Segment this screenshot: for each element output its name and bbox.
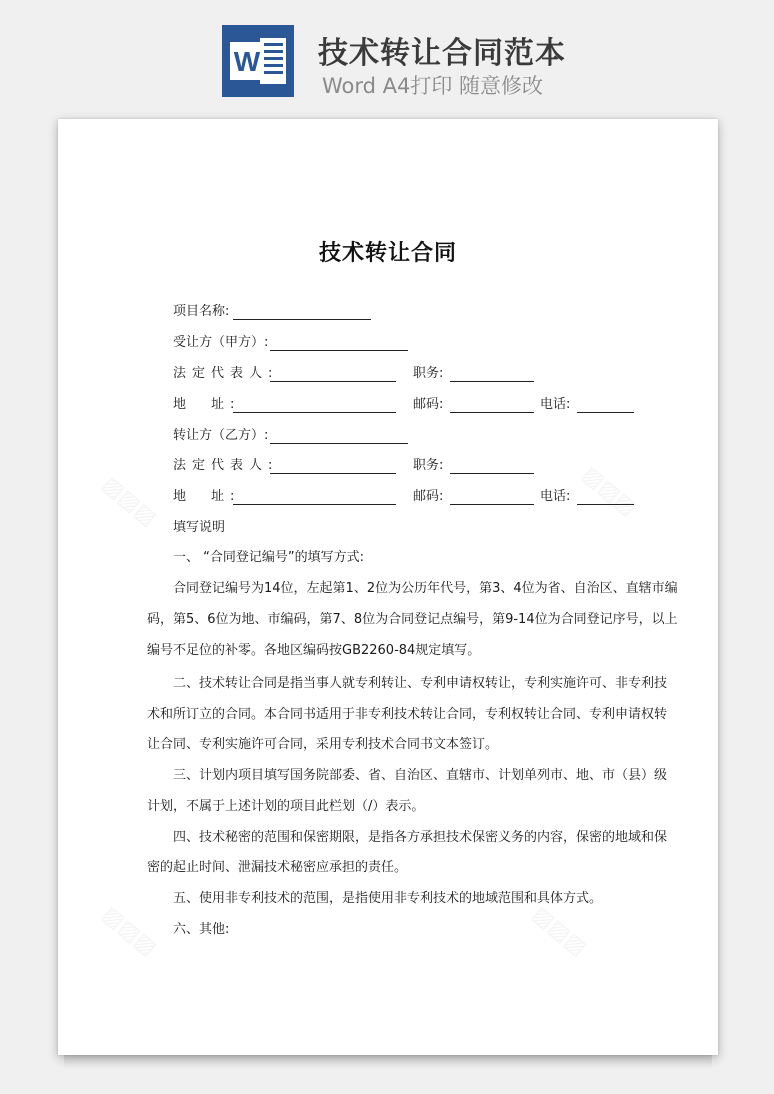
instruction-line: 合同登记编号为14位，左起第1、2位为公历年代号，第3、4位为省、自治区、直辖市编 [173, 581, 678, 596]
header-title: 技术转让合同范本 [318, 36, 566, 71]
word-icon [222, 25, 294, 97]
instruction-line: 码，第5、6位为地、市编码，第7、8位为合同登记点编号，第9-14位为合同登记序号，以上 [147, 612, 678, 627]
instructions-heading: 填写说明 [173, 520, 226, 535]
transferee-field[interactable] [270, 350, 408, 351]
legal-rep-label: 法定代表人: [173, 366, 279, 381]
document-page [58, 119, 718, 1055]
phone-label: 电话: [540, 397, 571, 412]
instruction-line: 三、计划内项目填写国务院部委、省、自治区、直辖市、计划单列市、地、市（县）级 [173, 768, 668, 783]
address-label: 地 址: [173, 397, 241, 412]
transferor-label: 转让方（乙方）: [173, 428, 269, 443]
instruction-line: 四、技术秘密的范围和保密期限，是指各方承担技术保密义务的内容，保密的地域和保 [173, 830, 668, 845]
instruction-line: 五、使用非专利技术的范围，是指使用非专利技术的地域范围和具体方式。 [173, 891, 603, 906]
postcode-label: 邮码: [413, 397, 444, 412]
instruction-line: 术和所订立的合同。本合同书适用于非专利技术转让合同，专利权转让合同、专利申请权转 [147, 707, 668, 722]
watermark: ▨▨▨ [527, 901, 592, 962]
instruction-line: 二、技术转让合同是指当事人就专利转让、专利申请权转让，专利实施许可、非专利技 [173, 676, 668, 691]
project-name-field[interactable] [233, 319, 371, 320]
position-field[interactable] [450, 381, 534, 382]
instruction-line: 让合同、专利实施许可合同，采用专利技术合同书文本签订。 [147, 737, 499, 752]
watermark: ▨▨▨ [97, 471, 162, 532]
transferor-field[interactable] [270, 443, 408, 444]
postcode-field[interactable] [450, 412, 534, 413]
legal-rep-field[interactable] [270, 473, 396, 474]
phone-field[interactable] [577, 504, 634, 505]
instruction-line: 密的起止时间、泄漏技术秘密应承担的责任。 [147, 860, 408, 875]
position-field[interactable] [450, 473, 534, 474]
word-logo-letter: W [233, 46, 261, 77]
instruction-line: 一、 “合同登记编号”的填写方式: [173, 550, 364, 565]
postcode-field[interactable] [450, 504, 534, 505]
project-name-label: 项目名称: [173, 304, 230, 319]
postcode-label: 邮码: [413, 489, 444, 504]
position-label: 职务: [413, 366, 444, 381]
instruction-line: 计划，不属于上述计划的项目此栏划（/）表示。 [147, 799, 425, 814]
address-field[interactable] [233, 412, 396, 413]
page-shadow [64, 1055, 712, 1069]
watermark: ▨▨▨ [577, 461, 642, 522]
header [0, 0, 774, 110]
watermark: ▨▨▨ [97, 901, 162, 962]
transferee-label: 受让方（甲方）: [173, 335, 269, 350]
document-title: 技术转让合同 [318, 241, 457, 266]
header-subtitle: Word A4打印 随意修改 [322, 74, 544, 98]
address-label: 地 址: [173, 489, 241, 504]
instruction-line: 六、其他: [173, 922, 230, 937]
legal-rep-label: 法定代表人: [173, 458, 279, 473]
phone-label: 电话: [540, 489, 571, 504]
instruction-line: 编号不足位的补零。各地区编码按GB2260-84规定填写。 [147, 643, 481, 658]
address-field[interactable] [233, 504, 396, 505]
legal-rep-field[interactable] [270, 381, 396, 382]
phone-field[interactable] [577, 412, 634, 413]
position-label: 职务: [413, 458, 444, 473]
